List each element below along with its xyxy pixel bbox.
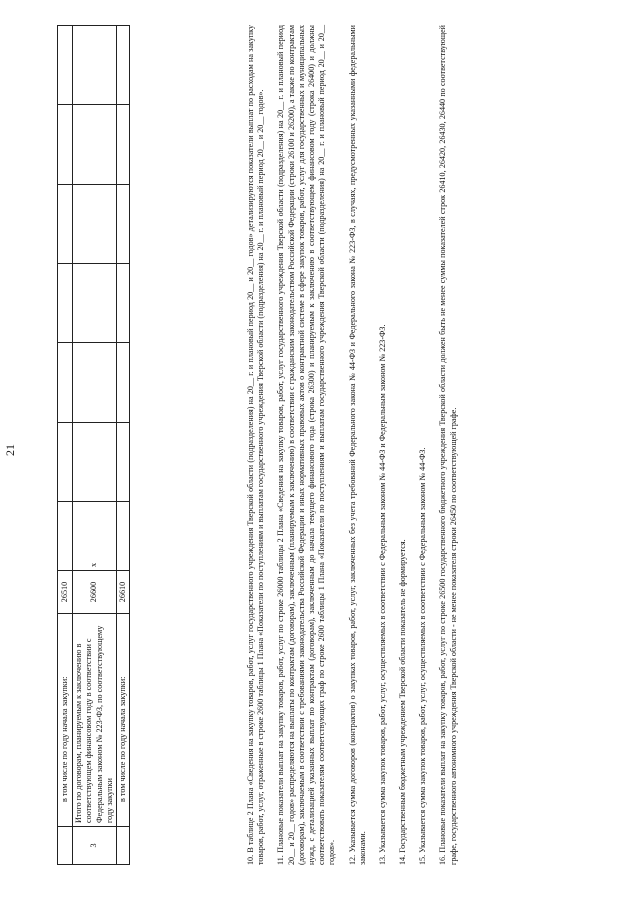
table-cell bbox=[73, 105, 117, 184]
table-cell bbox=[58, 502, 73, 571]
table-cell bbox=[117, 422, 130, 501]
table-cell bbox=[58, 827, 73, 865]
footnote-14: 14. Государственным бюджетным учреждением Тверской области показатель не формируется. bbox=[398, 539, 408, 865]
table-cell bbox=[58, 422, 73, 501]
table-cell-name: в том числе по году начала закупки: bbox=[117, 614, 130, 827]
footnote-15: 15. Указывается сумма закупок товаров, работ, услуг, осуществляемых в соответствии с Федеральным законом № 44-ФЗ. bbox=[418, 447, 428, 865]
table-cell bbox=[73, 343, 117, 422]
table-cell-name: в том числе по году начала закупки: bbox=[58, 614, 73, 827]
table-cell bbox=[117, 26, 130, 105]
table-cell-code: 26610 bbox=[117, 571, 130, 614]
table-cell bbox=[58, 184, 73, 263]
table-cell bbox=[73, 26, 117, 105]
table-cell bbox=[117, 502, 130, 571]
table-cell-name: Итого по договорам, планируемым к заключению в соответствующем финансовом году в соответствии с Федеральным законом № 223-ФЗ, по соответствующему году закупки bbox=[73, 614, 117, 827]
table-cell-mark: x bbox=[73, 502, 117, 571]
table-row bbox=[73, 26, 117, 865]
table-cell bbox=[117, 184, 130, 263]
table-row bbox=[58, 26, 73, 865]
table-cell bbox=[117, 105, 130, 184]
table-cell bbox=[73, 264, 117, 343]
footnote-16: 16. Плановые показатели выплат на закупку товаров, работ, услуг по строке 26500 государственного бюджетного учреждения Тверской области должен быть не менее суммы показателей строк 26410, 26420, 26430, 26440 по соответствующей графе, государственного автономного учреждения Тверской области - не менее показателя строки 26450 по соответствующей графе. bbox=[438, 25, 458, 865]
table-cell bbox=[117, 827, 130, 865]
footnote-13: 13. Указывается сумма закупок товаров, работ, услуг, осуществляемых в соответствии с Федеральным законом № 44-ФЗ и Федеральным законом № 223-ФЗ. bbox=[377, 324, 387, 865]
table-cell bbox=[58, 264, 73, 343]
table-cell-code: 26600 bbox=[73, 571, 117, 614]
table-cell bbox=[117, 264, 130, 343]
table-cell-number: 3 bbox=[73, 827, 117, 865]
table-cell bbox=[73, 422, 117, 501]
table-cell bbox=[58, 26, 73, 105]
table-cell bbox=[73, 184, 117, 263]
table-cell bbox=[58, 105, 73, 184]
data-table bbox=[57, 25, 130, 865]
footnote-10: 10. В таблице 2 Плана «Сведения на закупку товаров, работ, услуг государственного учреждения Тверской области (подразделения) на 20__ г. и плановый период 20__ и 20__ годов» детализируются показатели выплат по расходам на закупку товаров, работ, услуг, отраженные в строке 2600 таблицы 1 Плана «Показатели по поступлениям и выплатам государственного учреждения Тверской области (подразделения) на 20__ г. и плановый период 20__ и 20__ годов». bbox=[246, 25, 266, 865]
table-cell bbox=[58, 343, 73, 422]
table-cell-code: 26510 bbox=[58, 571, 73, 614]
table-cell bbox=[117, 343, 130, 422]
footnote-11: 11. Плановые показатели выплат на закупку товаров, работ, услуг по строке 26000 таблицы 2 Плана «Сведения на закупку товаров, работ, услуг государственного учреждения Тверской области (подразделения) на 20__ г. и плановый период 20__ и 20__ годов» распределяются на выплаты по контрактам (договорам), заключенным (планируемым к заключению) в соответствии с гражданским законодательством Российской Федерации (строки 26100 и 26200), а также по контрактам (договорам), заключаемым в соответствии с требованиями законодательства Российской Федерации и иных нормативных правовых актов о контрактной системе в сфере закупок товаров, работ, услуг для государственных и муниципальных нужд, с детализацией указанных выплат по контрактам (договорам), заключенным до начала текущего финансового года (строка 26300) и планируемым к заключению в соответствующем финансовом году (строка 26400) и должны соответствовать показателям соответствующих граф по строке 2600 таблицы 1 Плана «Показатели по поступлениям и выплатам государственного учреждения Тверской области (подразделения) на 20__ г. и плановый период 20__ и 20__ годов». bbox=[276, 25, 337, 865]
footnote-12: 12. Указывается сумма договоров (контрактов) о закупках товаров, работ, услуг, заключенных без учета требований Федерального закона № 44-ФЗ и Федерального закона № 223-ФЗ, в случаях, предусмотренных указанными федеральными законами. bbox=[347, 25, 367, 865]
page-number: 21 bbox=[3, 444, 17, 456]
footnotes bbox=[246, 25, 469, 865]
table-row bbox=[117, 26, 130, 865]
